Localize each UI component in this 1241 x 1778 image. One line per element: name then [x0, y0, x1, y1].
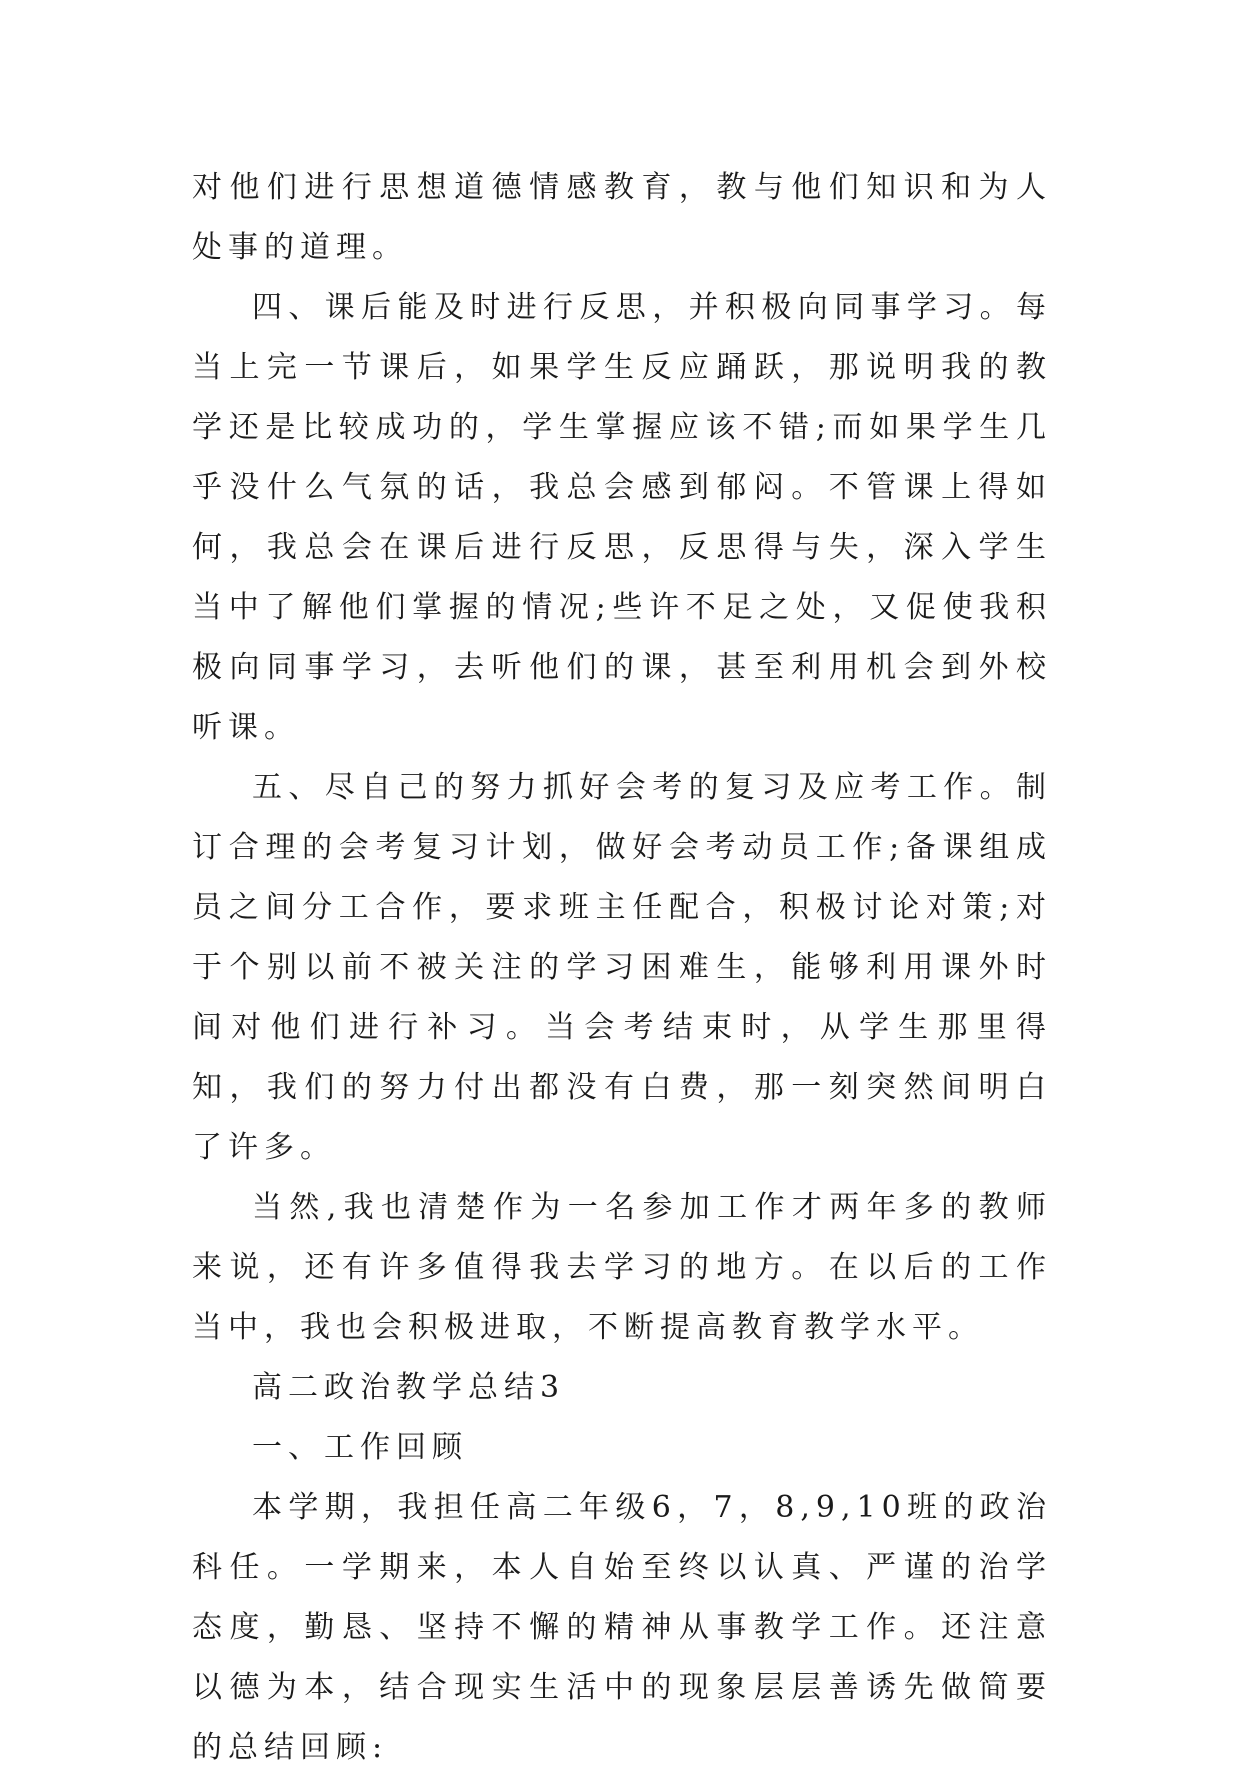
paragraph-exam-review: 五、尽自己的努力抓好会考的复习及应考工作。制订合理的会考复习计划，做好会考动员工作;备课组成员之间分工合作，要求班主任配合，积极讨论对策;对于个别以前不被关注的学习困难生，能够利用课外时间对他们进行补习。当会考结束时，从学生那里得知，我们的努力付出都没有白费，那一刻突然间明白了许多。 [192, 770, 1052, 1165]
section-heading: 高二政治教学总结3 [252, 1370, 566, 1405]
paragraph-work-review: 本学期，我担任高二年级6，7，8,9,10班的政治科任。一学期来，本人自始至终以认真、严谨的治学态度，勤恳、坚持不懈的精神从事教学工作。还注意以德为本，结合现实生活中的现象层层善诱先做简要的总结回顾: [192, 1490, 1052, 1765]
subsection-heading: 一、工作回顾 [252, 1430, 468, 1465]
paragraph-reflection: 四、课后能及时进行反思，并积极向同事学习。每当上完一节课后，如果学生反应踊跃，那说明我的教学还是比较成功的，学生掌握应该不错;而如果学生几乎没什么气氛的话，我总会感到郁闷。不管课上得如何，我总会在课后进行反思，反思得与失，深入学生当中了解他们掌握的情况;些许不足之处，又促使我积极向同事学习，去听他们的课，甚至利用机会到外校听课。 [192, 290, 1052, 745]
paragraph-closing: 当然,我也清楚作为一名参加工作才两年多的教师来说，还有许多值得我去学习的地方。在以后的工作当中，我也会积极进取，不断提高教育教学水平。 [192, 1190, 1052, 1345]
paragraph-continuation: 对他们进行思想道德情感教育，教与他们知识和为人处事的道理。 [192, 170, 1052, 265]
document-body [192, 158, 1052, 1778]
